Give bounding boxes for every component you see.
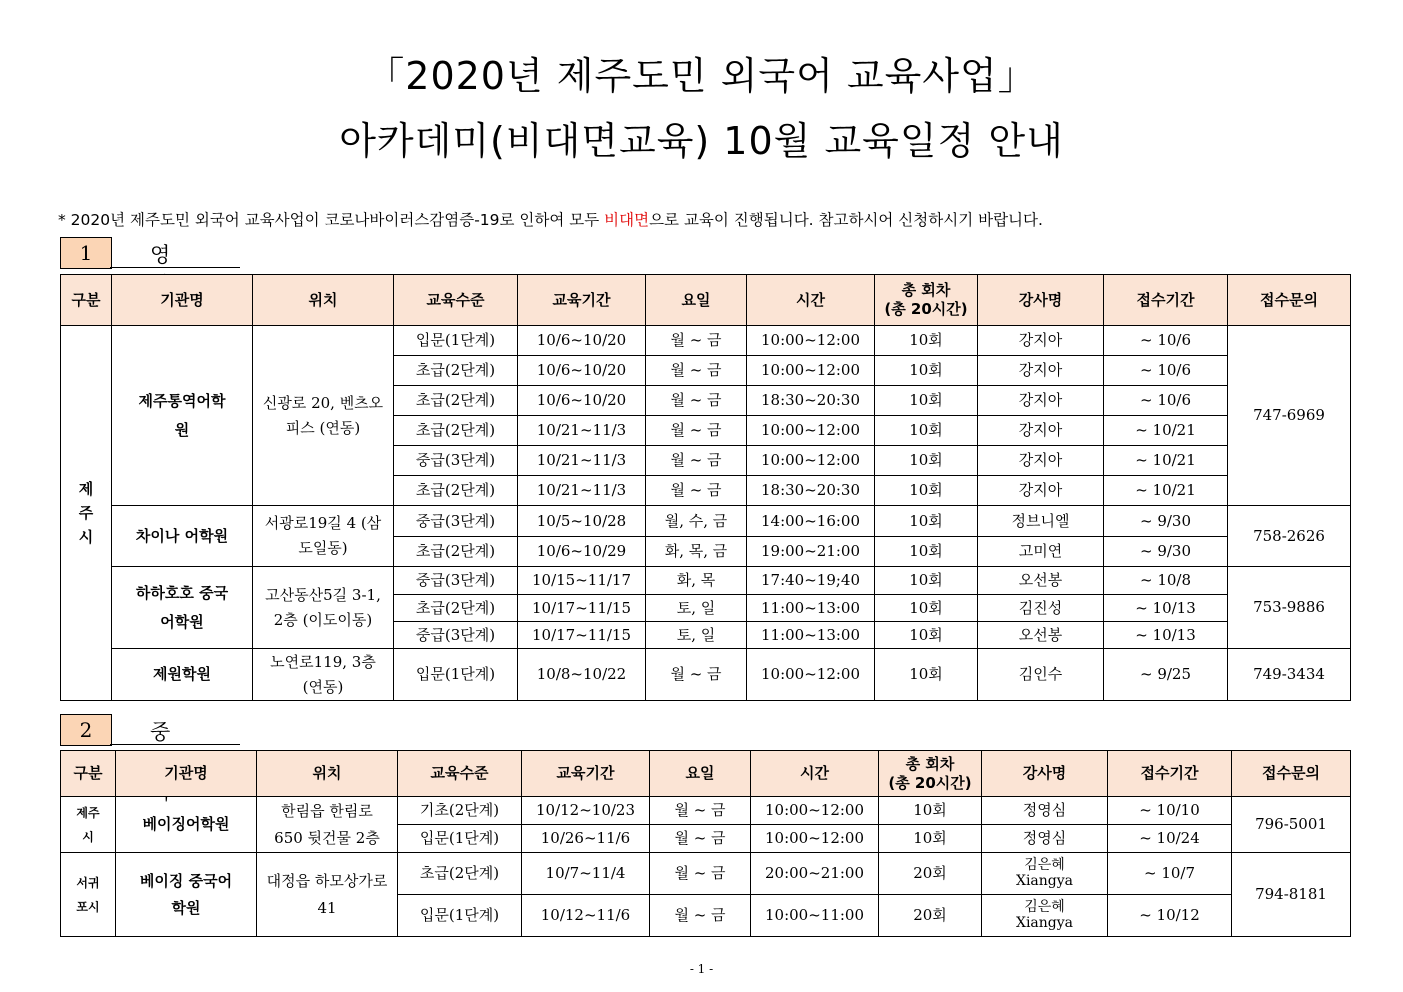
institute-location: 한림읍 한림로 650 뒷건물 2층 [257, 797, 398, 853]
sessions-label: 총 회차 [901, 281, 951, 300]
cell-reg-period: ~ 9/25 [1104, 649, 1228, 701]
cell-time: 10:00~12:00 [751, 825, 879, 853]
notice-post: 으로 교육이 진행됩니다. 참고하시어 신청하시기 바랍니다. [649, 211, 1043, 229]
cell-level: 입문(1단계) [394, 326, 518, 356]
institute-name: 베이징어학원 [116, 797, 257, 853]
cell-sessions: 10회 [875, 649, 978, 701]
cell-level: 초급(2단계) [398, 853, 522, 895]
cell-instructor: 강지아 [978, 386, 1104, 416]
section-underline [110, 744, 240, 745]
cell-instructor: 강지아 [978, 326, 1104, 356]
cell-instructor: 정브니엘 [978, 506, 1104, 537]
table-row [61, 853, 1351, 895]
col-sessions [875, 275, 978, 326]
cell-time: 10:00~12:00 [747, 416, 875, 446]
cell-level: 입문(1단계) [394, 649, 518, 701]
cell-days: 토, 일 [646, 595, 747, 622]
cell-level: 초급(2단계) [394, 595, 518, 622]
cell-reg-period: ~ 10/24 [1108, 825, 1232, 853]
cell-instructor: 정영심 [982, 797, 1108, 825]
cell-reg-period: ~ 9/30 [1104, 537, 1228, 567]
cell-time: 19:00~21:00 [747, 537, 875, 567]
table-header-row [61, 751, 1351, 797]
cell-period: 10/6~10/20 [518, 326, 646, 356]
cell-period: 10/12~11/6 [522, 895, 650, 937]
cell-reg-period: ~ 10/8 [1104, 567, 1228, 595]
col-reg-period: 접수기간 [1104, 275, 1228, 326]
cell-period: 10/6~10/20 [518, 386, 646, 416]
col-period: 교육기간 [518, 275, 646, 326]
institute-location: 노연로119, 3층 (연동) [253, 649, 394, 701]
contact-phone: 758-2626 [1228, 506, 1351, 567]
col-contact: 접수문의 [1232, 751, 1351, 797]
cell-days: 월 ~ 금 [650, 797, 751, 825]
cell-sessions: 10회 [875, 356, 978, 386]
cell-time: 17:40~19;40 [747, 567, 875, 595]
cell-level: 초급(2단계) [394, 386, 518, 416]
cell-level: 초급(2단계) [394, 416, 518, 446]
sessions-hours: (총 20시간) [888, 773, 972, 792]
english-schedule-table [60, 274, 1351, 701]
cell-instructor: 오선봉 [978, 567, 1104, 595]
col-level: 교육수준 [394, 275, 518, 326]
cell-days: 월 ~ 금 [646, 446, 747, 476]
institute-location: 신광로 20, 벤츠오피스 (연동) [253, 326, 394, 506]
cell-reg-period: ~ 10/6 [1104, 326, 1228, 356]
col-time: 시간 [747, 275, 875, 326]
table-row [61, 797, 1351, 825]
cell-days: 토, 일 [646, 622, 747, 649]
cell-days: 월, 수, 금 [646, 506, 747, 537]
cell-reg-period: ~ 10/6 [1104, 386, 1228, 416]
cell-reg-period: ~ 10/21 [1104, 476, 1228, 506]
cell-time: 18:30~20:30 [747, 476, 875, 506]
region-cell: 제주시 [61, 326, 112, 701]
sessions-label: 총 회차 [905, 754, 955, 773]
col-period: 교육기간 [522, 751, 650, 797]
cell-period: 10/26~11/6 [522, 825, 650, 853]
institute-name: 제원학원 [112, 649, 253, 701]
cell-period: 10/15~11/17 [518, 567, 646, 595]
sessions-hours: (총 20시간) [884, 300, 968, 318]
col-reg-period: 접수기간 [1108, 751, 1232, 797]
cell-period: 10/21~11/3 [518, 446, 646, 476]
cell-level: 초급(2단계) [394, 356, 518, 386]
col-time: 시간 [751, 751, 879, 797]
cell-reg-period: ~ 10/13 [1104, 595, 1228, 622]
cell-time: 20:00~21:00 [751, 853, 879, 895]
col-contact: 접수문의 [1228, 275, 1351, 326]
cell-days: 화, 목 [646, 567, 747, 595]
table-row [61, 567, 1351, 595]
cell-level: 중급(3단계) [394, 506, 518, 537]
region-cell: 제주시 [61, 797, 116, 853]
cell-level: 중급(3단계) [394, 622, 518, 649]
cell-level: 초급(2단계) [394, 476, 518, 506]
cell-period: 10/17~11/15 [518, 622, 646, 649]
cell-days: 월 ~ 금 [646, 356, 747, 386]
contact-phone: 794-8181 [1232, 853, 1351, 937]
chinese-schedule-table [60, 750, 1351, 937]
cell-sessions: 10회 [875, 386, 978, 416]
cell-time: 18:30~20:30 [747, 386, 875, 416]
cell-time: 10:00~12:00 [747, 326, 875, 356]
cell-days: 월 ~ 금 [646, 416, 747, 446]
cell-sessions: 10회 [879, 797, 982, 825]
cell-sessions: 10회 [875, 537, 978, 567]
table-row [61, 326, 1351, 356]
cell-days: 월 ~ 금 [650, 895, 751, 937]
cell-sessions: 10회 [875, 567, 978, 595]
col-level: 교육수준 [398, 751, 522, 797]
col-institute: 기관명 [116, 751, 257, 797]
col-days: 요일 [650, 751, 751, 797]
cell-level: 입문(1단계) [398, 895, 522, 937]
cell-days: 월 ~ 금 [646, 476, 747, 506]
cell-sessions: 10회 [875, 476, 978, 506]
cell-time: 10:00~12:00 [747, 446, 875, 476]
cell-instructor: 김인수 [978, 649, 1104, 701]
cell-level: 중급(3단계) [394, 567, 518, 595]
cell-time: 10:00~12:00 [747, 356, 875, 386]
cell-reg-period: ~ 10/10 [1108, 797, 1232, 825]
cell-time: 10:00~11:00 [751, 895, 879, 937]
cell-period: 10/6~10/29 [518, 537, 646, 567]
cell-sessions: 20회 [879, 853, 982, 895]
page-number: - 1 - [689, 962, 714, 976]
institute-location: 서광로19길 4 (삼도일동) [253, 506, 394, 567]
cell-days: 월 ~ 금 [646, 386, 747, 416]
cell-time: 10:00~12:00 [747, 649, 875, 701]
cell-instructor: 김은혜 Xiangya [982, 853, 1108, 895]
cell-reg-period: ~ 9/30 [1104, 506, 1228, 537]
cell-level: 초급(2단계) [394, 537, 518, 567]
contact-phone: 753-9886 [1228, 567, 1351, 649]
cell-instructor: 김진성 [978, 595, 1104, 622]
cell-time: 10:00~12:00 [751, 797, 879, 825]
cell-instructor: 오선봉 [978, 622, 1104, 649]
table-row [61, 506, 1351, 537]
cell-days: 월 ~ 금 [650, 825, 751, 853]
notice-highlight: 비대면 [604, 211, 650, 229]
cell-instructor: 김은혜 Xiangya [982, 895, 1108, 937]
cell-sessions: 10회 [875, 622, 978, 649]
col-division: 구분 [61, 751, 116, 797]
cell-period: 10/17~11/15 [518, 595, 646, 622]
cell-reg-period: ~ 10/13 [1104, 622, 1228, 649]
contact-phone: 796-5001 [1232, 797, 1351, 853]
cell-sessions: 10회 [879, 825, 982, 853]
cell-days: 화, 목, 금 [646, 537, 747, 567]
cell-sessions: 20회 [879, 895, 982, 937]
cell-period: 10/5~10/28 [518, 506, 646, 537]
cell-period: 10/6~10/20 [518, 356, 646, 386]
cell-days: 월 ~ 금 [646, 326, 747, 356]
col-instructor: 강사명 [982, 751, 1108, 797]
col-instructor: 강사명 [978, 275, 1104, 326]
cell-time: 11:00~13:00 [747, 622, 875, 649]
cell-reg-period: ~ 10/7 [1108, 853, 1232, 895]
cell-period: 10/21~11/3 [518, 476, 646, 506]
contact-phone: 749-3434 [1228, 649, 1351, 701]
cell-reg-period: ~ 10/12 [1108, 895, 1232, 937]
cell-level: 입문(1단계) [398, 825, 522, 853]
cell-period: 10/21~11/3 [518, 416, 646, 446]
cell-instructor: 강지아 [978, 416, 1104, 446]
section-underline [110, 267, 240, 268]
cell-reg-period: ~ 10/6 [1104, 356, 1228, 386]
cell-reg-period: ~ 10/21 [1104, 416, 1228, 446]
contact-phone: 747-6969 [1228, 326, 1351, 506]
col-location: 위치 [253, 275, 394, 326]
section-number: 2 [60, 714, 112, 746]
col-institute: 기관명 [112, 275, 253, 326]
col-division: 구분 [61, 275, 112, 326]
cell-days: 월 ~ 금 [646, 649, 747, 701]
cell-period: 10/12~10/23 [522, 797, 650, 825]
section-number: 1 [60, 237, 112, 269]
region-cell: 서귀포시 [61, 853, 116, 937]
col-days: 요일 [646, 275, 747, 326]
cell-sessions: 10회 [875, 595, 978, 622]
cell-instructor: 강지아 [978, 446, 1104, 476]
notice [58, 208, 1358, 230]
institute-name: 차이나 어학원 [112, 506, 253, 567]
cell-sessions: 10회 [875, 326, 978, 356]
institute-name: 하하호호 중국어학원 [112, 567, 253, 649]
notice-pre: * 2020년 제주도민 외국어 교육사업이 코로나바이러스감염증-19로 인하여 모두 [58, 211, 605, 229]
table-row [61, 649, 1351, 701]
title-line-2: 아카데미(비대면교육) 10월 교육일정 안내 [339, 119, 1064, 163]
cell-days: 월 ~ 금 [650, 853, 751, 895]
col-location: 위치 [257, 751, 398, 797]
institute-name: 제주통역어학원 [112, 326, 253, 506]
cell-instructor: 강지아 [978, 476, 1104, 506]
title-line-1: 「2020년 제주도민 외국어 교육사업」 [366, 54, 1037, 98]
cell-period: 10/7~11/4 [522, 853, 650, 895]
institute-location: 고산동산5길 3-1, 2층 (이도이동) [253, 567, 394, 649]
section-name: 영 [150, 243, 179, 267]
cell-reg-period: ~ 10/21 [1104, 446, 1228, 476]
cell-sessions: 10회 [875, 506, 978, 537]
cell-period: 10/8~10/22 [518, 649, 646, 701]
cell-time: 11:00~13:00 [747, 595, 875, 622]
cell-instructor: 고미연 [978, 537, 1104, 567]
cell-sessions: 10회 [875, 416, 978, 446]
table-header-row [61, 275, 1351, 326]
cell-level: 기초(2단계) [398, 797, 522, 825]
cell-time: 14:00~16:00 [747, 506, 875, 537]
institute-name: 베이징 중국어학원 [116, 853, 257, 937]
section-name: 중 [150, 720, 179, 744]
col-sessions [879, 751, 982, 797]
cell-level: 중급(3단계) [394, 446, 518, 476]
institute-location: 대정읍 하모상가로 41 [257, 853, 398, 937]
cell-sessions: 10회 [875, 446, 978, 476]
cell-instructor: 정영심 [982, 825, 1108, 853]
cell-instructor: 강지아 [978, 356, 1104, 386]
